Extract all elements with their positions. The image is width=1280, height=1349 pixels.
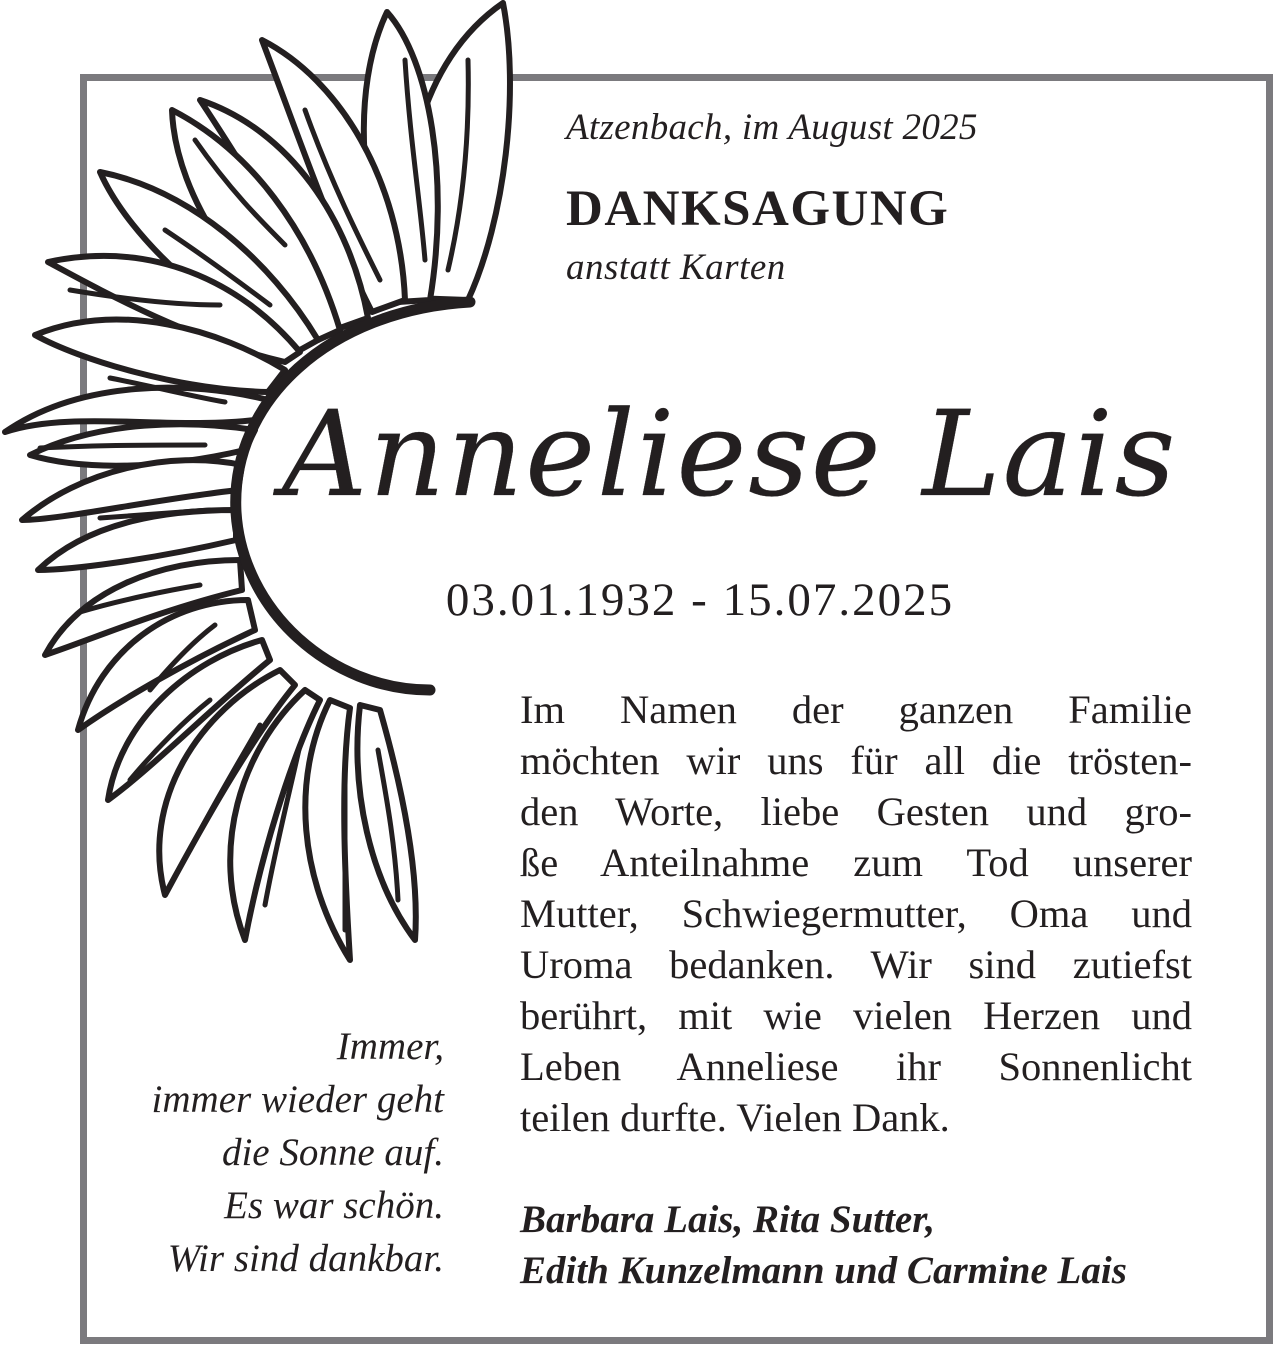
message-line: berührt, mit wie vielen Herzen und	[520, 993, 1192, 1038]
signature-line: Barbara Lais, Rita Sutter,	[520, 1198, 936, 1241]
signature-line: Edith Kunzelmann und Carmine Lais	[520, 1249, 1127, 1292]
message-line: ße Anteilnahme zum Tod unserer	[520, 840, 1192, 885]
subtitle: anstatt Karten	[566, 247, 786, 288]
message-line: teilen durfte. Vielen Dank.	[520, 1095, 950, 1140]
quote-line: Immer,	[336, 1025, 444, 1068]
message-line: Mutter, Schwiegermutter, Oma und	[520, 891, 1192, 936]
family-signatures	[520, 1194, 1127, 1296]
message-line: Uroma bedanken. Wir sind zutiefst	[520, 942, 1192, 987]
quote-line: immer wieder geht	[151, 1078, 444, 1121]
message-line: möchten wir uns für all die trösten-	[520, 738, 1192, 783]
message-line: Im Namen der ganzen Familie	[520, 687, 1192, 732]
quote-line: Es war schön.	[224, 1184, 444, 1227]
message-line: Leben Anneliese ihr Sonnenlicht	[520, 1044, 1192, 1089]
deceased-name: Anneliese Lais	[282, 385, 1178, 523]
life-dates: 03.01.1932 - 15.07.2025	[445, 574, 955, 626]
quote-line: die Sonne auf.	[221, 1131, 444, 1174]
page-title: DANKSAGUNG	[566, 181, 950, 237]
thank-you-message	[520, 684, 1192, 1143]
place-date: Atzenbach, im August 2025	[566, 107, 978, 148]
memorial-quote	[90, 1020, 444, 1285]
quote-line: Wir sind dankbar.	[167, 1237, 444, 1280]
message-line: den Worte, liebe Gesten und gro-	[520, 789, 1192, 834]
